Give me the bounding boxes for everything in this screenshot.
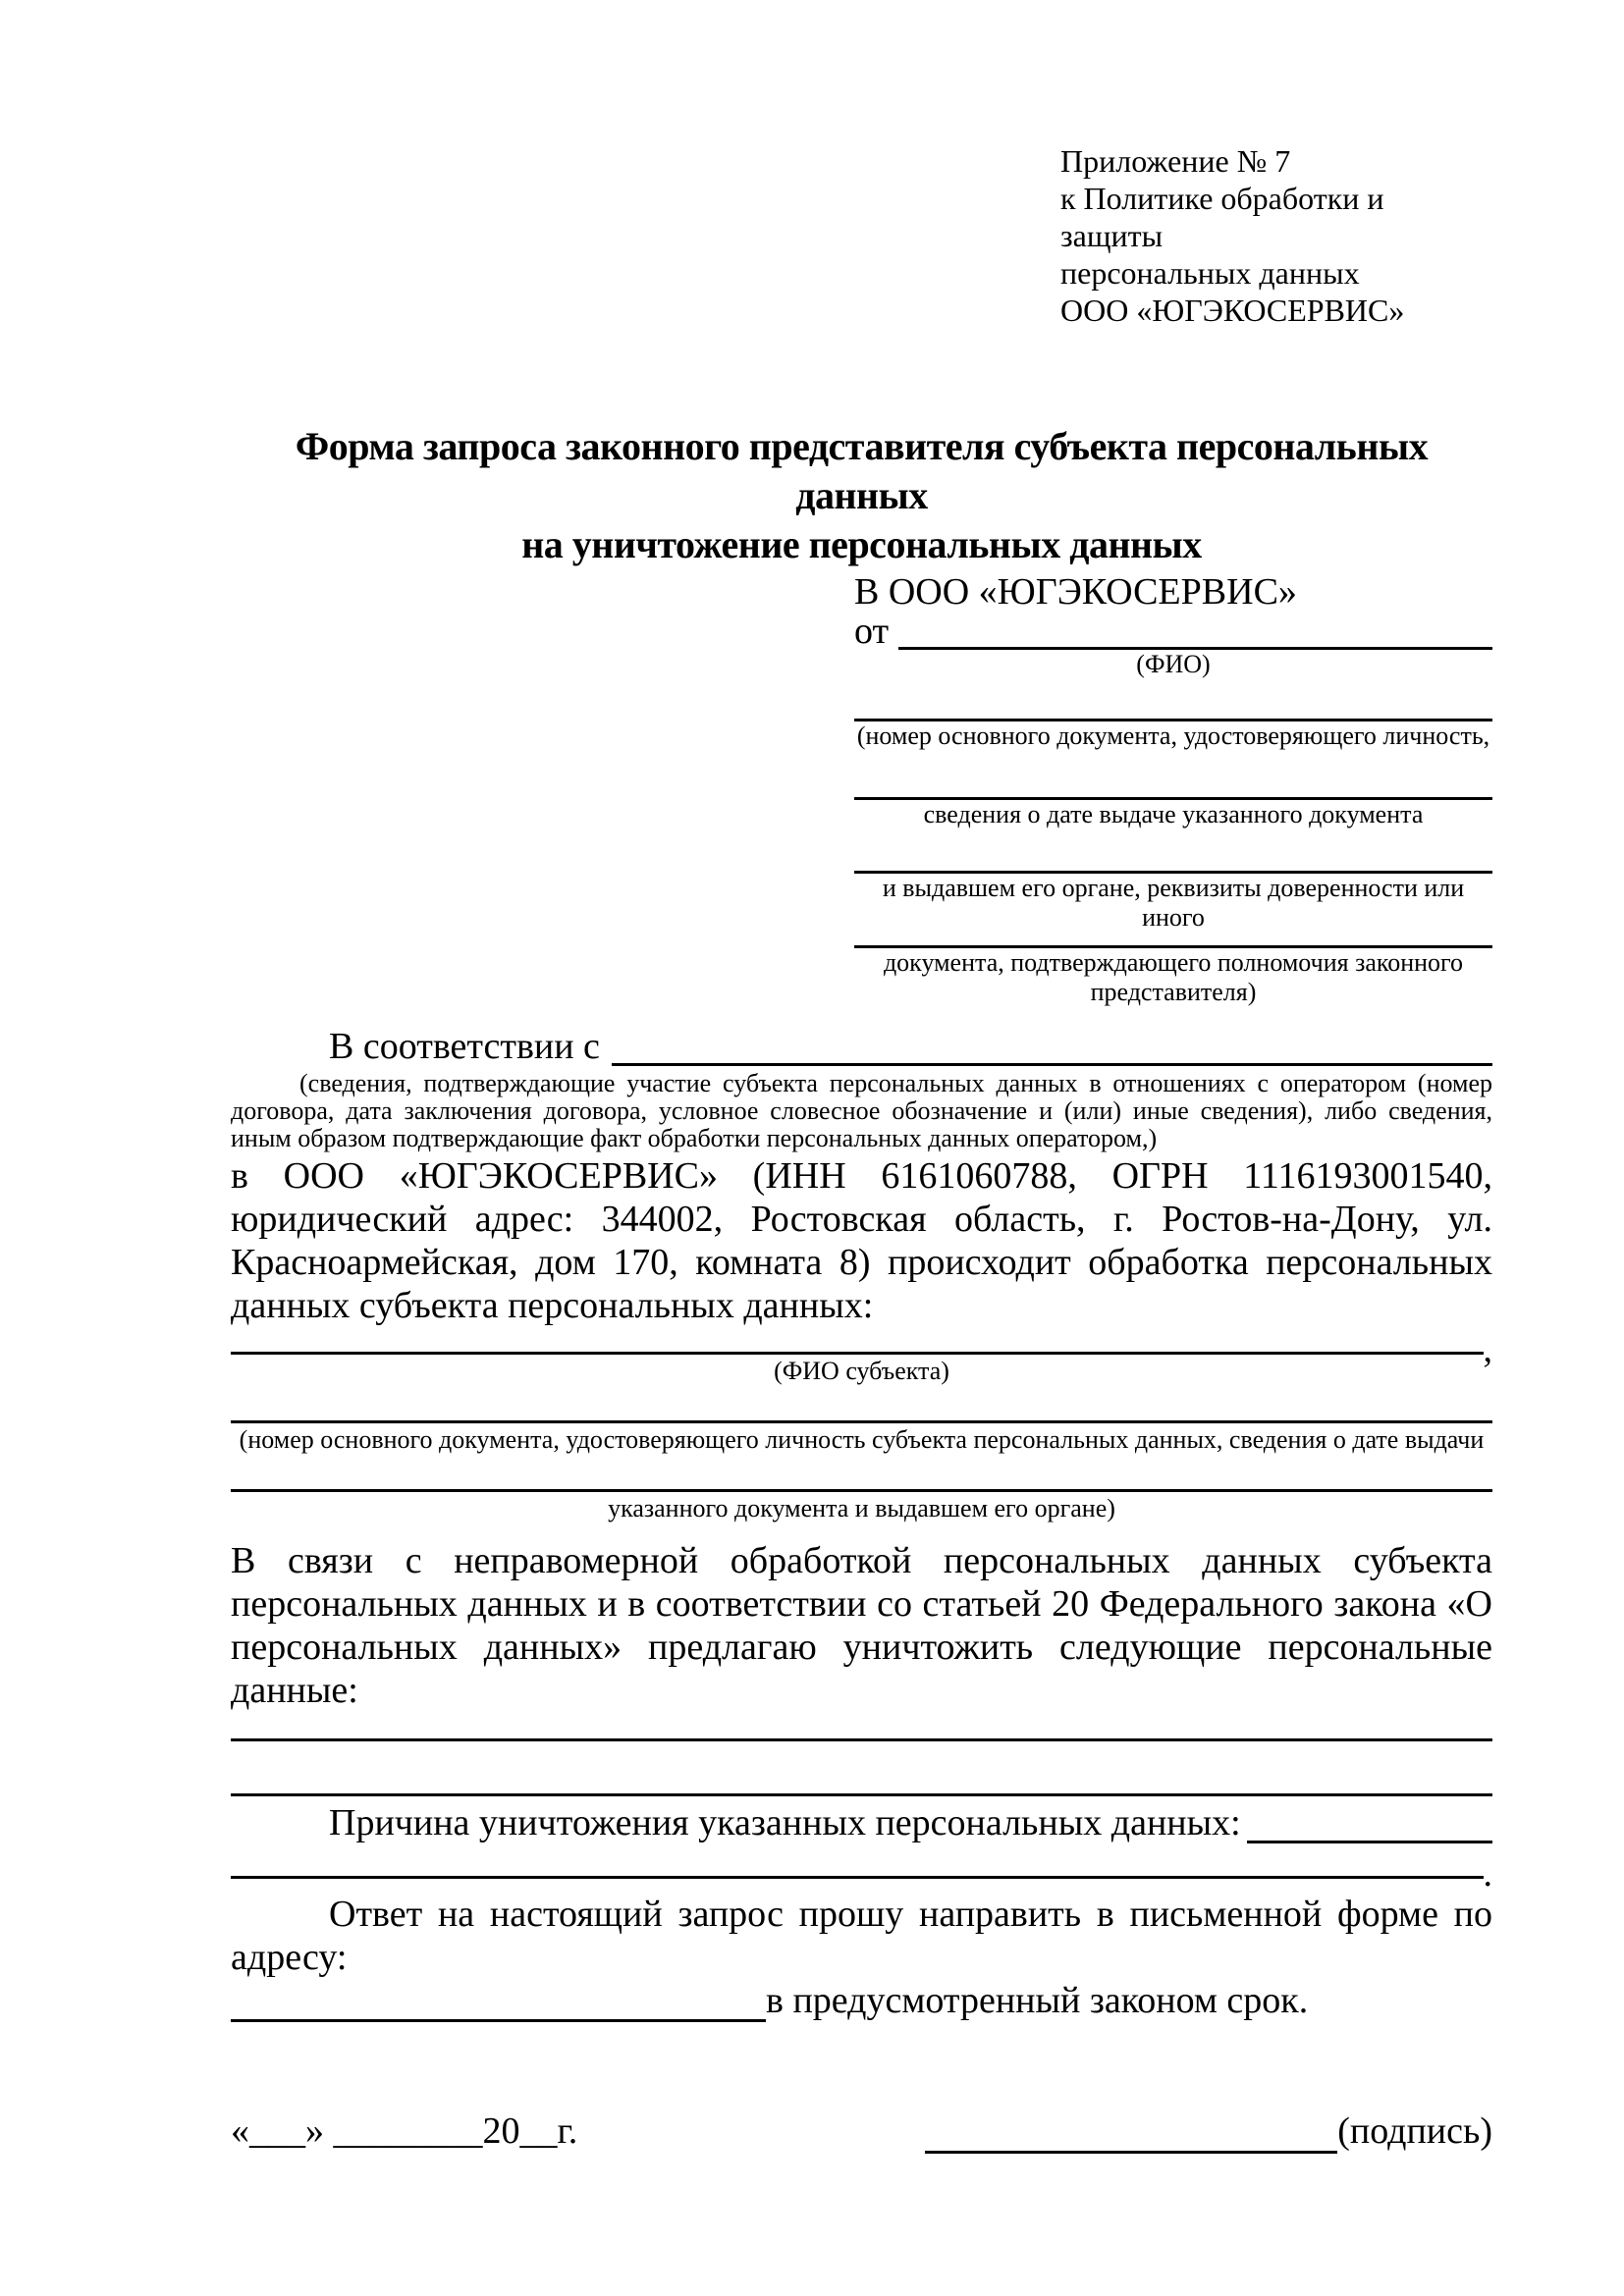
representative-doc-caption-3: и выдавшем его органе, реквизиты доверенности или иного: [882, 874, 1465, 932]
request-paragraph: В связи с неправомерной обработкой персональных данных субъекта персональных данных и в соответствии со статьей 20 Федерального закона «О персональных данных» предлагаю уничтожить следующие персональные данные:: [231, 1540, 1492, 1711]
period-after-line: .: [1483, 1853, 1492, 1895]
signature-field: [925, 2109, 1492, 2154]
response-address-blank-line: [231, 1976, 766, 2022]
subject-doc-caption-2: указанного документа и выдавшем его органе): [608, 1494, 1115, 1522]
subject-fio-caption: (ФИО субъекта): [774, 1357, 949, 1385]
addressee-line: В ООО «ЮГЭКОСЕРВИС»: [854, 571, 1297, 613]
reason-line-2: [231, 1860, 1484, 1879]
document-title-line1: Форма запроса законного представителя субъекта персональных данных: [295, 424, 1429, 517]
appendix-number-line: Приложение № 7: [1060, 143, 1291, 179]
reason-label: Причина уничтожения указанных персональных данных:: [329, 1802, 1241, 1843]
subject-doc-blank-line-1: [231, 1408, 1492, 1423]
subject-doc-line-1: [231, 1405, 1492, 1423]
appendix-header: [1060, 142, 1492, 329]
from-field-row: [854, 611, 1492, 652]
policy-reference-line: к Политике обработки и защиты: [1060, 181, 1384, 253]
response-address-row: [231, 1979, 1492, 2022]
policy-reference-line2: персональных данных: [1060, 255, 1360, 291]
fio-caption: (ФИО): [1136, 650, 1211, 678]
representative-doc-blank-line-3: [854, 841, 1492, 874]
company-name-line: ООО «ЮГЭКОСЕРВИС»: [1060, 293, 1405, 328]
response-term-text: в предусмотренный законом срок.: [766, 1980, 1309, 2021]
subject-doc-line-2: [231, 1473, 1492, 1492]
accordance-label: В соответствии с: [329, 1026, 600, 1067]
subject-doc-blank-line-2: [231, 1476, 1492, 1492]
date-signature-row: [231, 2109, 1492, 2154]
destroy-line-1: [231, 1723, 1492, 1741]
subject-fio-blank-line: [231, 1329, 1492, 1370]
document-title-line2: на уничтожение персональных данных: [521, 522, 1202, 566]
document-title: [231, 422, 1492, 569]
signature-caption: (подпись): [1337, 2110, 1492, 2152]
signature-blank-line: [925, 2106, 1337, 2154]
subject-doc-caption-1: (номер основного документа, удостоверяющего личность субъекта персональных данных, сведения о дате выдачи: [239, 1425, 1485, 1454]
reason-field-row: [231, 1804, 1492, 1843]
response-request-line: Ответ на настоящий запрос прошу направить в письменной форме по адресу:: [231, 1894, 1492, 1978]
reason-blank-line: [1247, 1801, 1492, 1843]
accordance-note: (сведения, подтверждающие участие субъекта персональных данных в отношениях с оператором (номер договора, дата заключения договора, условное словесное обозначение и (или) иные сведения), либо сведения, иным образом подтверждающие факт обработки персональных данных оператором,): [231, 1069, 1492, 1152]
from-blank-line: [898, 612, 1492, 650]
representative-doc-caption-4: документа, подтверждающего полномочия законного представителя): [883, 948, 1464, 1006]
data-to-destroy-blank-line-1: [231, 1726, 1492, 1741]
operator-paragraph: в ООО «ЮГЭКОСЕРВИС» (ИНН 6161060788, ОГРН 1116193001540, юридический адрес: 344002, Ростовская область, г. Ростов-на-Дону, ул. Красноармейская, дом 170, комната 8) происходит обработка персональных данных субъекта персональных данных:: [231, 1155, 1492, 1326]
representative-doc-blank-line-1: [854, 684, 1492, 721]
destroy-line-2: [231, 1778, 1492, 1796]
date-field: «___» ________20__г.: [231, 2110, 578, 2152]
reason-continuation-blank-line: [231, 1853, 1492, 1895]
representative-doc-caption-2: сведения о дате выдаче указанного документа: [923, 800, 1424, 828]
data-to-destroy-blank-line-2: [231, 1781, 1492, 1796]
representative-doc-blank-line-2: [854, 768, 1492, 800]
accordance-field-row: [231, 1026, 1492, 1067]
representative-doc-caption-1: (номер основного документа, удостоверяющего личность,: [856, 721, 1490, 750]
from-label: от: [854, 611, 890, 652]
accordance-blank-line: [612, 1029, 1492, 1066]
comma-after-line: ,: [1483, 1329, 1492, 1370]
subject-fio-line: [231, 1336, 1484, 1355]
